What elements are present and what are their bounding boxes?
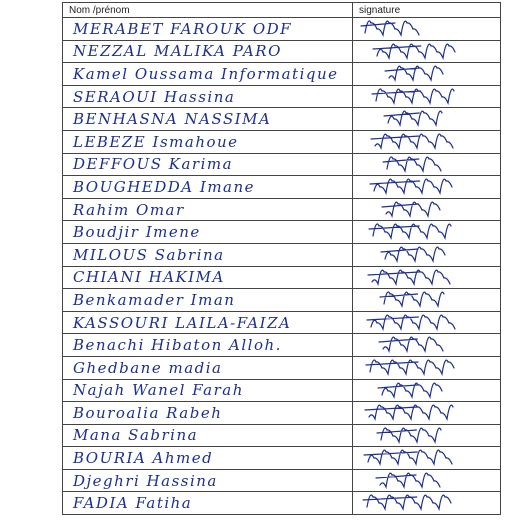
table-row — [63, 108, 501, 131]
participant-name: MILOUS Sabrina — [63, 243, 353, 266]
signature-scribble — [353, 492, 501, 514]
table-row — [63, 334, 501, 357]
table-row — [63, 18, 501, 41]
signature-cell — [353, 221, 501, 244]
table-row — [63, 266, 501, 289]
participant-name: BENHASNA NASSIMA — [63, 108, 353, 131]
participant-name: BOURIA Ahmed — [63, 447, 353, 470]
signature-scribble — [353, 470, 501, 492]
signature-scribble — [353, 447, 501, 469]
participant-name: FADIA Fatiha — [63, 492, 353, 515]
table-row — [63, 198, 501, 221]
signature-scribble — [353, 267, 501, 289]
table-row — [63, 424, 501, 447]
table-row — [63, 469, 501, 492]
participant-name: Mana Sabrina — [63, 424, 353, 447]
table-row — [63, 130, 501, 153]
table-row — [63, 447, 501, 470]
signature-scribble — [353, 63, 501, 85]
signature-cell — [353, 153, 501, 176]
signature-cell — [353, 356, 501, 379]
signature-cell — [353, 243, 501, 266]
participant-name: NEZZAL MALIKA PARO — [63, 40, 353, 63]
signature-cell — [353, 18, 501, 41]
signature-cell — [353, 289, 501, 312]
participant-name: MERABET FAROUK ODF — [63, 18, 353, 41]
participant-name: BOUGHEDDA Imane — [63, 176, 353, 199]
participant-name: Benachi Hibaton Alloh. — [63, 334, 353, 357]
signature-cell — [353, 130, 501, 153]
signature-cell — [353, 40, 501, 63]
signature-cell — [353, 379, 501, 402]
name-column-header: Nom /prénom — [63, 3, 353, 18]
signature-cell — [353, 311, 501, 334]
signature-scribble — [353, 221, 501, 243]
participant-name: LEBEZE Ismahoue — [63, 130, 353, 153]
signature-cell — [353, 266, 501, 289]
participant-name: KASSOURI LAILA-FAIZA — [63, 311, 353, 334]
attendance-table — [62, 2, 501, 515]
table-row — [63, 85, 501, 108]
signature-scribble — [353, 18, 501, 40]
table-row — [63, 176, 501, 199]
signature-scribble — [353, 289, 501, 311]
signature-cell — [353, 63, 501, 86]
participant-name: Rahim Omar — [63, 198, 353, 221]
signature-cell — [353, 402, 501, 425]
signature-scribble — [353, 41, 501, 63]
participant-name: Djeghri Hassina — [63, 469, 353, 492]
signature-cell — [353, 424, 501, 447]
signature-cell — [353, 176, 501, 199]
table-row — [63, 311, 501, 334]
participant-name: CHIANI HAKIMA — [63, 266, 353, 289]
table-row — [63, 63, 501, 86]
table-row — [63, 221, 501, 244]
signature-scribble — [353, 380, 501, 402]
signature-scribble — [353, 131, 501, 153]
table-row — [63, 153, 501, 176]
participant-name: Kamel Oussama Informatique — [63, 63, 353, 86]
table-row — [63, 379, 501, 402]
participant-name: Ghedbane madia — [63, 356, 353, 379]
participant-name: Boudjir Imene — [63, 221, 353, 244]
participant-name: DEFFOUS Karima — [63, 153, 353, 176]
signature-scribble — [353, 176, 501, 198]
signature-scribble — [353, 402, 501, 424]
signature-cell — [353, 108, 501, 131]
signature-column-header: signature — [353, 3, 501, 18]
signature-scribble — [353, 86, 501, 108]
signature-cell — [353, 334, 501, 357]
participant-name: SERAOUI Hassina — [63, 85, 353, 108]
signature-scribble — [353, 425, 501, 447]
signature-scribble — [353, 244, 501, 266]
signature-cell — [353, 198, 501, 221]
table-row — [63, 40, 501, 63]
table-header-row — [63, 3, 501, 18]
signature-cell — [353, 447, 501, 470]
table-row — [63, 243, 501, 266]
signature-scribble — [353, 334, 501, 356]
participant-name: Bouroalia Rabeh — [63, 402, 353, 425]
signature-scribble — [353, 199, 501, 221]
table-row — [63, 289, 501, 312]
signature-cell — [353, 85, 501, 108]
participant-name: Najah Wanel Farah — [63, 379, 353, 402]
signature-scribble — [353, 312, 501, 334]
signature-scribble — [353, 357, 501, 379]
participant-name: Benkamader Iman — [63, 289, 353, 312]
table-row — [63, 492, 501, 515]
signature-cell — [353, 492, 501, 515]
table-row — [63, 402, 501, 425]
table-row — [63, 356, 501, 379]
signature-scribble — [353, 108, 501, 130]
signature-cell — [353, 469, 501, 492]
signature-scribble — [353, 154, 501, 176]
table-body — [63, 18, 501, 515]
